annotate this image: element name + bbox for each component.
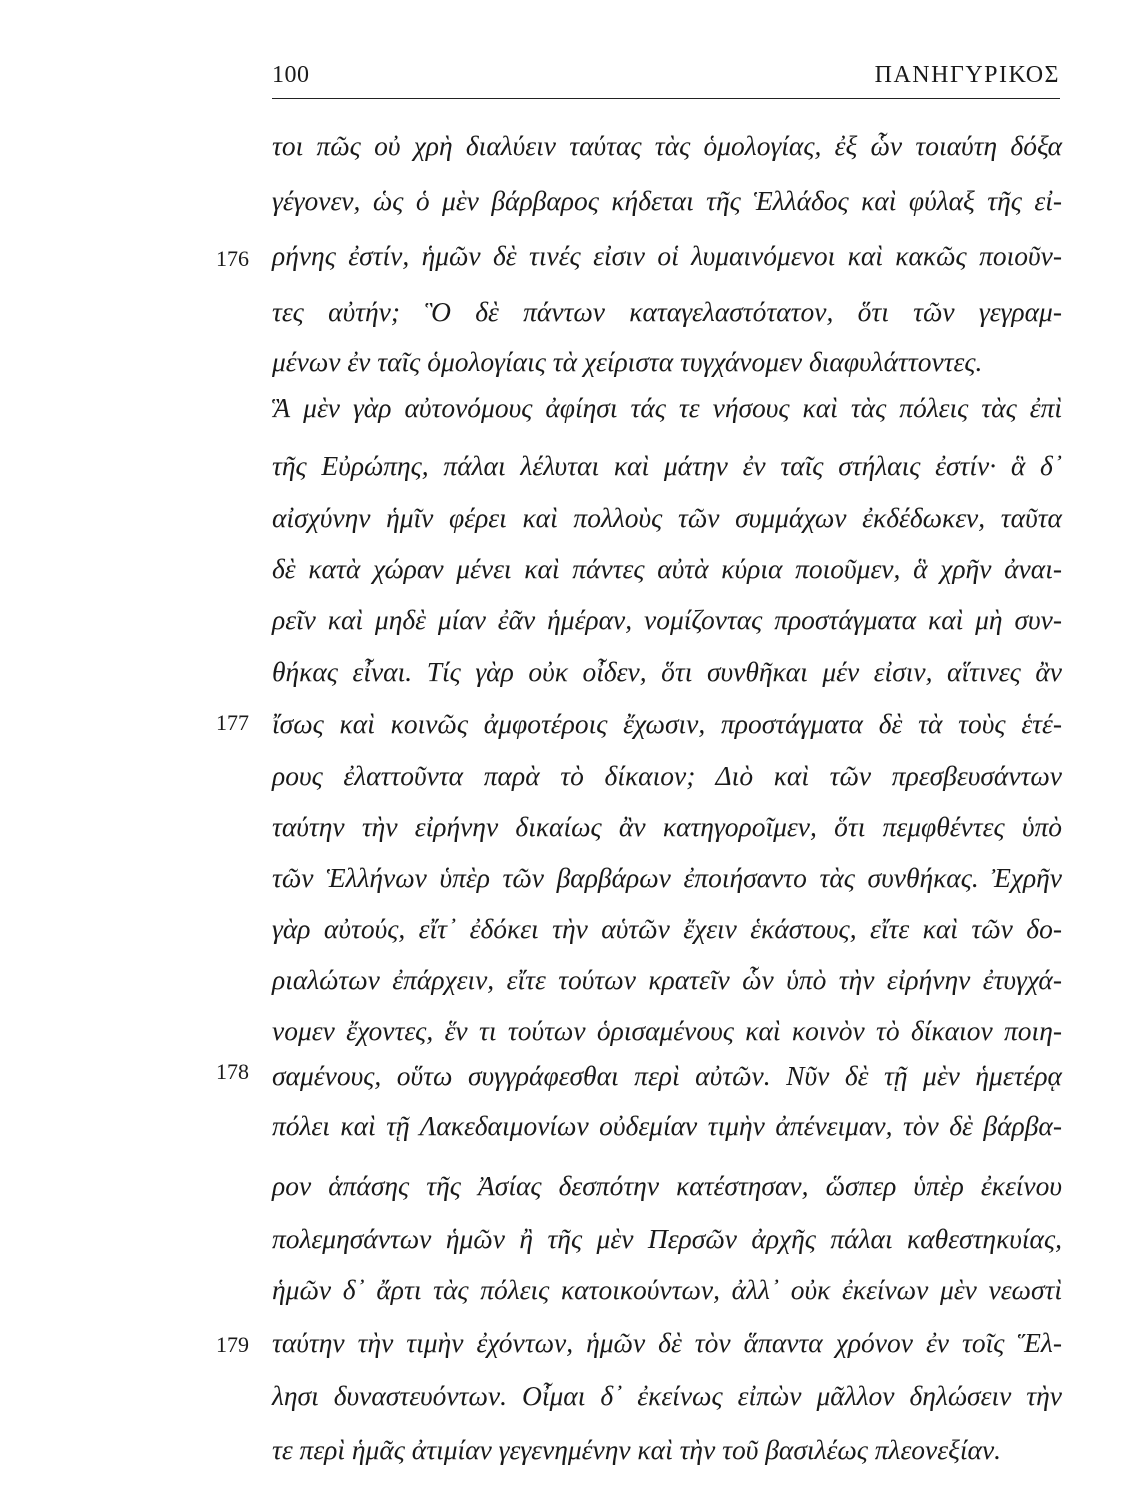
text-line: ριαλώτων ἐπάρχειν, εἴτε τούτων κρατεῖν ὧν ὑπὸ τὴν εἰρήνην ἐτυγχά- [272,964,1062,995]
text-line: ρους ἐλαττοῦντα παρὰ τὸ δίκαιον; Διὸ καὶ τῶν πρεσβευσάντων [272,760,1062,791]
text-line: ρεῖν καὶ μηδὲ μίαν ἐᾶν ἡμέραν, νομίζοντας προστάγματα καὶ μὴ συν- [272,604,1062,635]
text-line: ἴσως καὶ κοινῶς ἀμφοτέροις ἔχωσιν, προστάγματα δὲ τὰ τοὺς ἑτέ- [272,708,1062,739]
section-number: 177 [216,710,249,735]
text-line: Ἃ μὲν γὰρ αὐτονόμους ἀφίησι τάς τε νήσους καὶ τὰς πόλεις τὰς ἐπὶ [272,392,1062,423]
page-number: 100 [272,62,310,88]
text-line: γέγονεν, ὡς ὁ μὲν βάρβαρος κήδεται τῆς Ἑλλάδος καὶ φύλαξ τῆς εἰ- [272,185,1062,216]
text-line: μένων ἐν ταῖς ὁμολογίαις τὰ χείριστα τυγχάνομεν διαφυλάττοντες. [272,346,983,377]
section-number: 179 [216,1332,249,1357]
text-line: ρον ἁπάσης τῆς Ἀσίας δεσπότην κατέστησαν, ὥσπερ ὑπὲρ ἐκείνου [272,1170,1062,1201]
text-line: τε περὶ ἡμᾶς ἀτιμίαν γεγενημένην καὶ τὴν τοῦ βασιλέως πλεονεξίαν. [272,1434,1002,1465]
text-line: ἡμῶν δ᾽ ἄρτι τὰς πόλεις κατοικούντων, ἀλλ᾽ οὐκ ἐκείνων μὲν νεωστὶ [272,1274,1062,1305]
text-line: τῶν Ἑλλήνων ὑπὲρ τῶν βαρβάρων ἐποιήσαντο τὰς συνθήκας. Ἐχρῆν [272,862,1062,893]
header-rule [272,98,1060,99]
text-line: πολεμησάντων ἡμῶν ἢ τῆς μὲν Περσῶν ἀρχῆς πάλαι καθεστηκυίας, [272,1223,1062,1254]
text-line: τες αὐτήν; Ὃ δὲ πάντων καταγελαστότατον, ὅτι τῶν γεγραμ- [272,296,1062,327]
text-line: ταύτην τὴν εἰρήνην δικαίως ἂν κατηγοροῖμεν, ὅτι πεμφθέντες ὑπὸ [272,811,1062,842]
section-number: 178 [216,1059,249,1084]
text-line: τοι πῶς οὐ χρὴ διαλύειν ταύτας τὰς ὁμολογίας, ἐξ ὧν τοιαύτη δόξα [272,130,1062,161]
text-line: ταύτην τὴν τιμὴν ἐχόντων, ἡμῶν δὲ τὸν ἅπαντα χρόνον ἐν τοῖς Ἕλ- [272,1327,1062,1358]
text-line: θήκας εἶναι. Τίς γὰρ οὐκ οἶδεν, ὅτι συνθῆκαι μέν εἰσιν, αἵτινες ἂν [272,656,1062,687]
text-line: πόλει καὶ τῇ Λακεδαιμονίων οὐδεμίαν τιμὴν ἀπένειμαν, τὸν δὲ βάρβα- [272,1110,1062,1141]
text-line: νομεν ἔχοντες, ἕν τι τούτων ὁρισαμένους καὶ κοινὸν τὸ δίκαιον ποιη- [272,1015,1062,1046]
section-number: 176 [216,246,249,271]
text-line: αἰσχύνην ἡμῖν φέρει καὶ πολλοὺς τῶν συμμάχων ἐκδέδωκεν, ταῦτα [272,502,1062,533]
text-line: σαμένους, οὕτω συγγράφεσθαι περὶ αὐτῶν. Νῦν δὲ τῇ μὲν ἡμετέρᾳ [272,1060,1062,1091]
text-line: λησι δυναστευόντων. Οἶμαι δ᾽ ἐκείνως εἰπὼν μᾶλλον δηλώσειν τὴν [272,1380,1062,1411]
text-line: ρήνης ἐστίν, ἡμῶν δὲ τινές εἰσιν οἱ λυμαινόμενοι καὶ κακῶς ποιοῦν- [272,240,1062,271]
text-line: τῆς Εὐρώπης, πάλαι λέλυται καὶ μάτην ἐν ταῖς στήλαις ἐστίν· ἃ δ᾽ [272,450,1062,481]
text-line: γὰρ αὐτούς, εἴτ᾽ ἐδόκει τὴν αὑτῶν ἔχειν ἑκάστους, εἴτε καὶ τῶν δο- [272,913,1062,944]
text-line: δὲ κατὰ χώραν μένει καὶ πάντες αὐτὰ κύρια ποιοῦμεν, ἃ χρῆν ἀναι- [272,553,1062,584]
running-title: ΠΑΝΗΓΥΡΙΚΟΣ [874,62,1060,88]
page-header [272,62,1060,102]
